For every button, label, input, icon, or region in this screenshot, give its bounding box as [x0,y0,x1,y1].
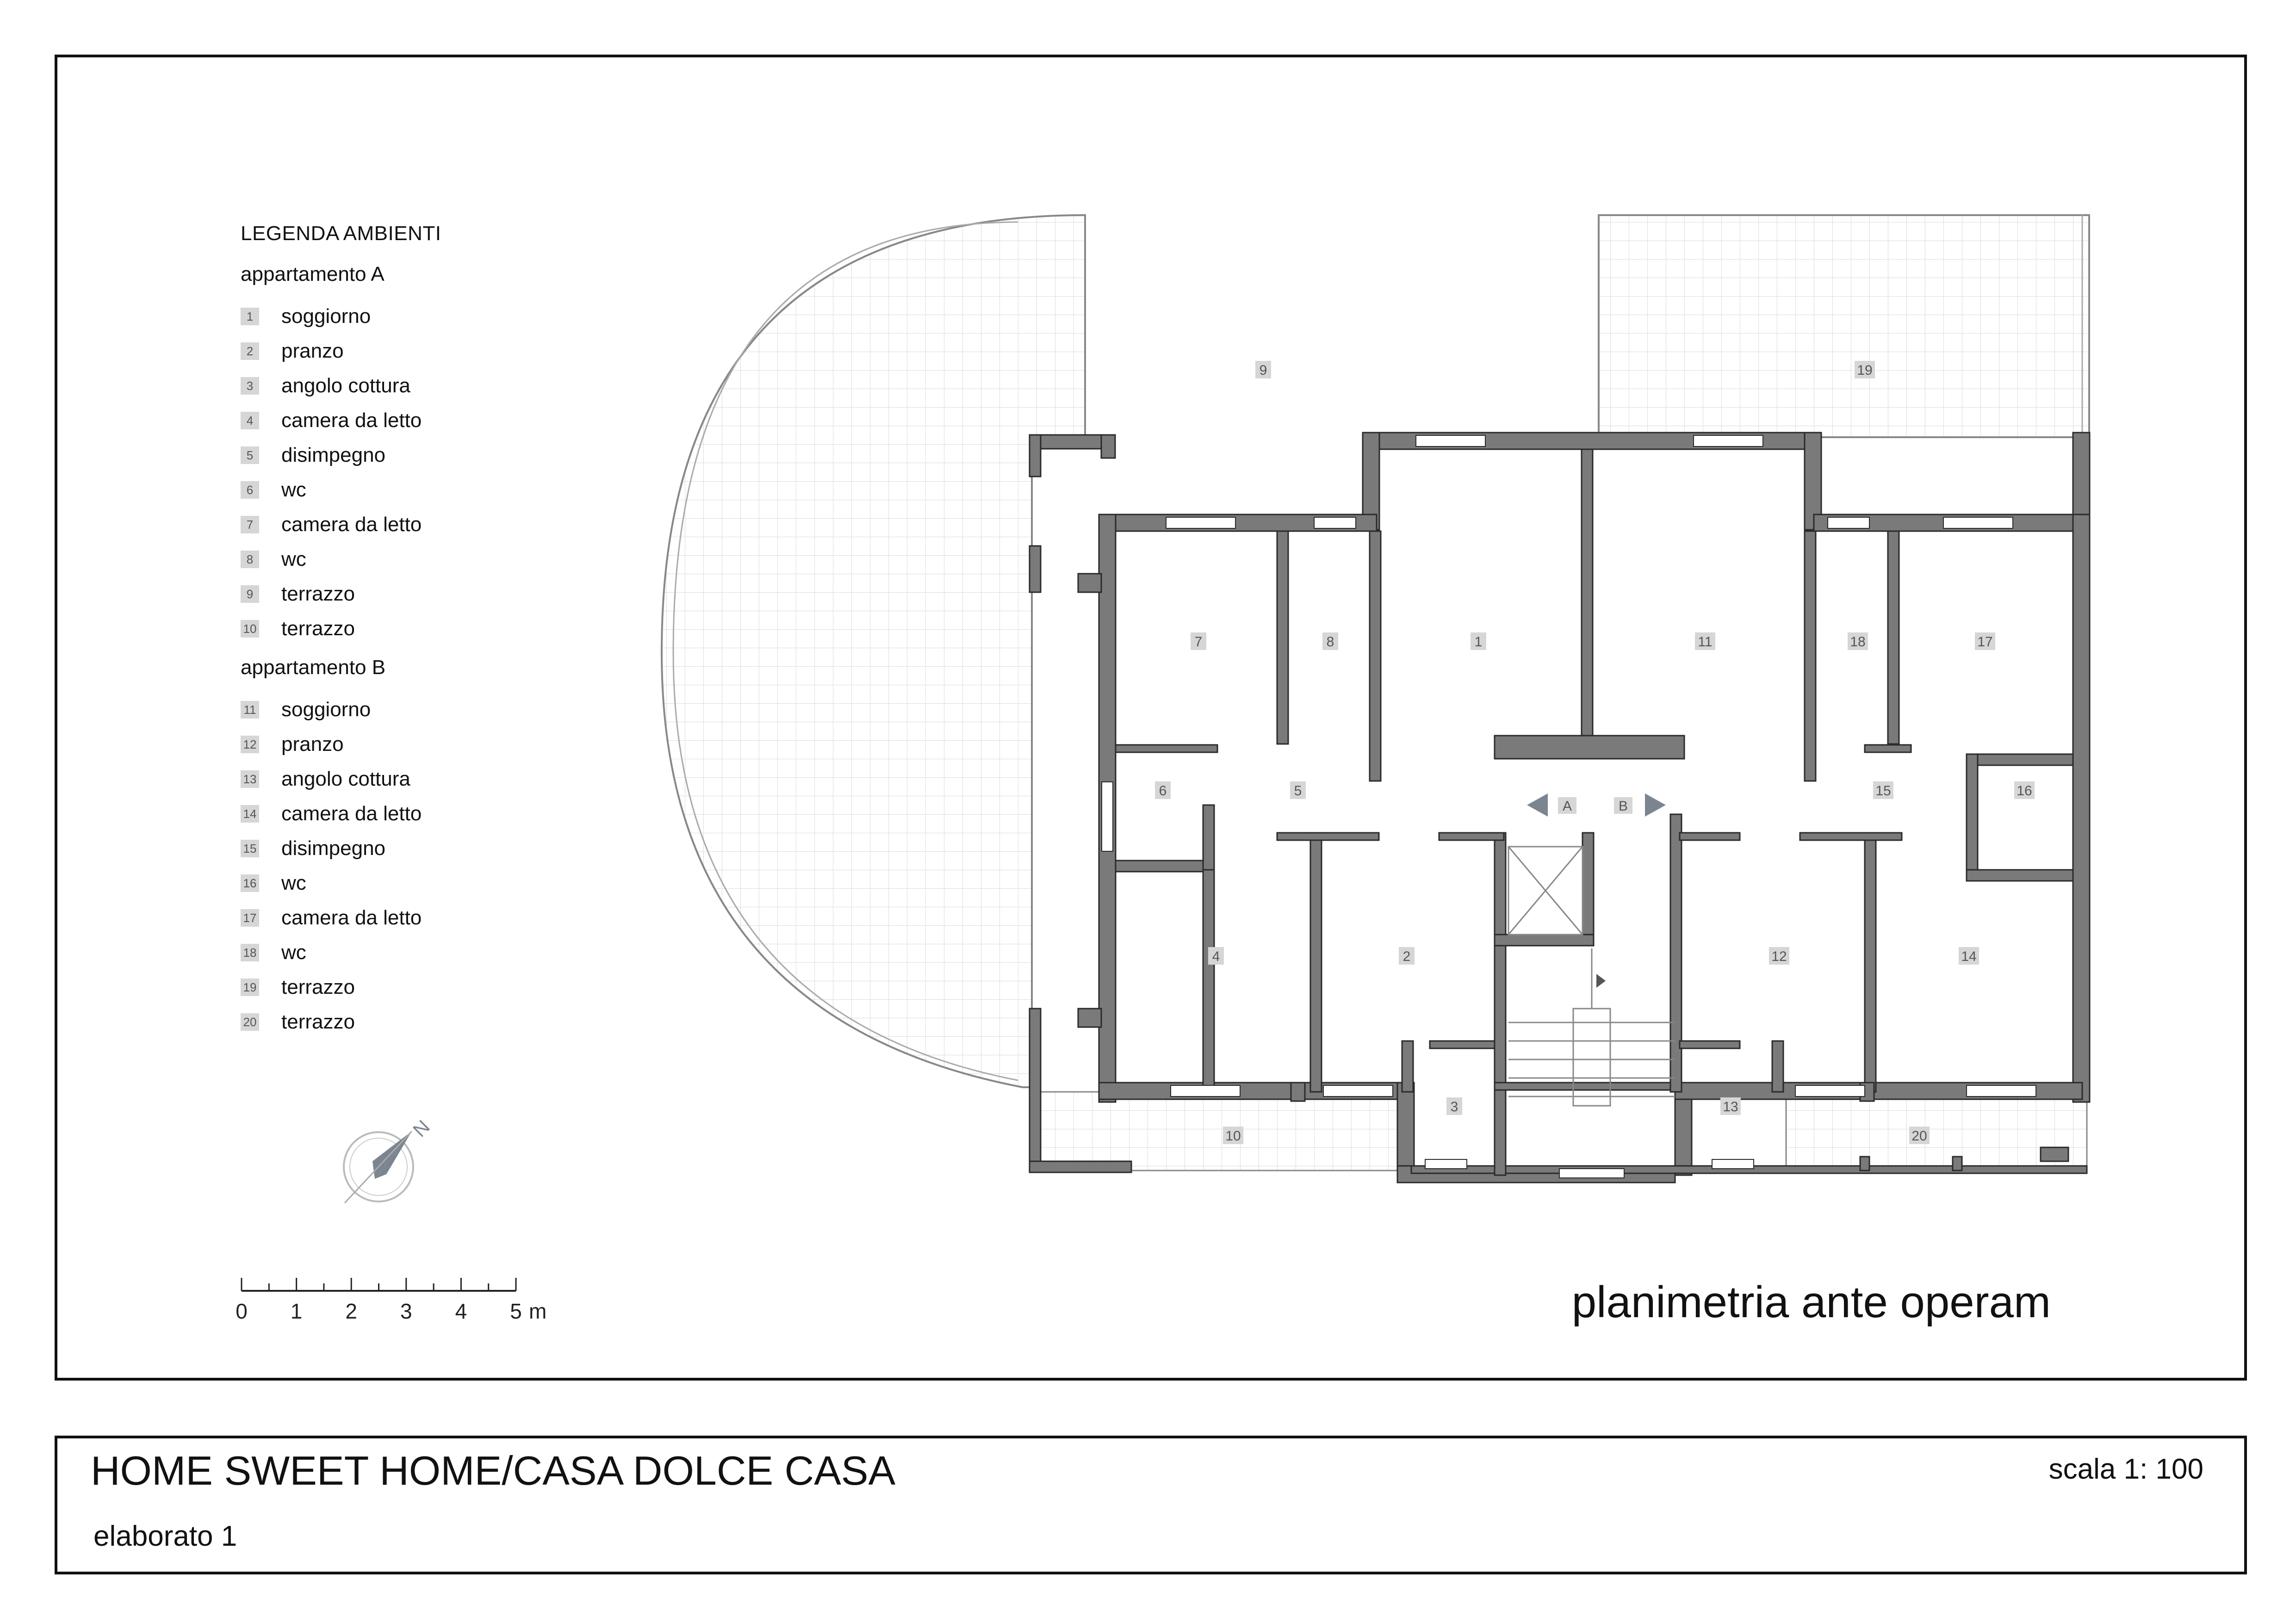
entrance-a-label: A [1562,799,1572,814]
legend-room-number: 1 [241,308,259,325]
legend-room-number: 6 [241,481,259,499]
room-number-label: 15 [1875,783,1891,799]
north-label: N [409,1115,434,1141]
entrance-b-label: B [1618,799,1628,814]
legend-room-number: 18 [241,944,259,961]
room-number-label: 16 [2017,783,2032,799]
drawing-scale: scala 1: 100 [2048,1453,2203,1485]
room-number-label: 9 [1259,363,1267,378]
legend-room-name: wc [281,941,306,964]
stair-arrow-icon [1596,974,1606,988]
room-number-label: 11 [1698,634,1713,650]
legend-room-name: terrazzo [281,582,355,605]
legend-room-number: 5 [241,446,259,464]
room-number-label: 4 [1212,949,1220,964]
document-number: elaborato 1 [93,1520,237,1552]
legend-room-name: camera da letto [281,513,422,536]
room-number-label: 13 [1723,1099,1738,1115]
legend-room-name: camera da letto [281,906,422,929]
legend-room-name: angolo cottura [281,767,410,790]
legend-room-number: 14 [241,805,259,823]
north-arrow-icon [344,1116,434,1203]
legend-room-number: 20 [241,1013,259,1031]
legend-room-number: 11 [241,701,259,719]
legend-room-number: 19 [241,979,259,996]
room-number-label: 20 [1911,1128,1927,1144]
legend-room-number: 10 [241,620,259,638]
legend-room-name: wc [281,478,306,501]
legend-room-number: 15 [241,840,259,857]
scale-bar [236,1278,546,1323]
entrance-a-arrow-icon [1527,793,1548,817]
legend-room-number: 4 [241,412,259,429]
drawing-title: planimetria ante operam [1571,1277,2051,1327]
legend-room-number: 2 [241,342,259,360]
legend-room-name: terrazzo [281,1010,355,1033]
legend-room-name: terrazzo [281,617,355,640]
room-number-label: 6 [1159,783,1167,799]
room-number-label: 17 [1977,634,1993,650]
terrace-10-area [1032,1092,1411,1171]
legend-room-number: 3 [241,377,259,395]
entrance-b-arrow-icon [1645,793,1666,817]
legend-room-number: 13 [241,770,259,788]
legend-room-name: wc [281,871,306,894]
legend-apartment-b-label: appartamento B [241,656,386,679]
room-number-label: 3 [1450,1099,1458,1115]
legend-room-name: wc [281,547,306,570]
terrace-19-area [1599,215,2089,437]
room-number-label: 1 [1474,634,1483,650]
legend-room-number: 16 [241,874,259,892]
legend-apartment-a-label: appartamento A [241,263,385,285]
project-title: HOME SWEET HOME/CASA DOLCE CASA [91,1448,896,1493]
legend-room-name: pranzo [281,732,344,756]
legend-room-name: disimpegno [281,443,386,466]
legend-room-number: 7 [241,516,259,533]
room-number-label: 10 [1225,1128,1241,1144]
room-number-label: 7 [1194,634,1203,650]
legend-title: LEGENDA AMBIENTI [241,222,441,245]
legend-room-name: disimpegno [281,836,386,860]
terrace-9-area [662,215,1085,1087]
room-number-label: 18 [1850,634,1866,650]
legend-room-number: 8 [241,551,259,568]
legend-room-name: soggiorno [281,304,371,328]
room-number-label: 19 [1857,363,1873,378]
legend-room-number: 12 [241,736,259,753]
scale-bar-label: 3 [400,1299,412,1323]
room-number-label: 14 [1961,949,1977,964]
room-number-label: 2 [1402,949,1411,964]
legend-room-number: 17 [241,909,259,927]
room-number-label: 12 [1771,949,1787,964]
scale-bar-label: 1 [290,1299,303,1323]
legend-room-name: pranzo [281,339,344,362]
scale-bar-label: 2 [345,1299,357,1323]
scale-bar-label: 5 [510,1299,522,1323]
legend-room-name: angolo cottura [281,374,410,397]
legend-room-name: camera da letto [281,802,422,825]
legend-room-name: terrazzo [281,975,355,998]
room-number-label: 5 [1294,783,1302,799]
legend-room-name: camera da letto [281,409,422,432]
room-number-label: 8 [1326,634,1334,650]
scale-bar-unit: m [529,1299,547,1323]
scale-bar-label: 4 [455,1299,467,1323]
scale-bar-label: 0 [236,1299,248,1323]
legend-room-name: soggiorno [281,698,371,721]
legend-room-number: 9 [241,585,259,603]
